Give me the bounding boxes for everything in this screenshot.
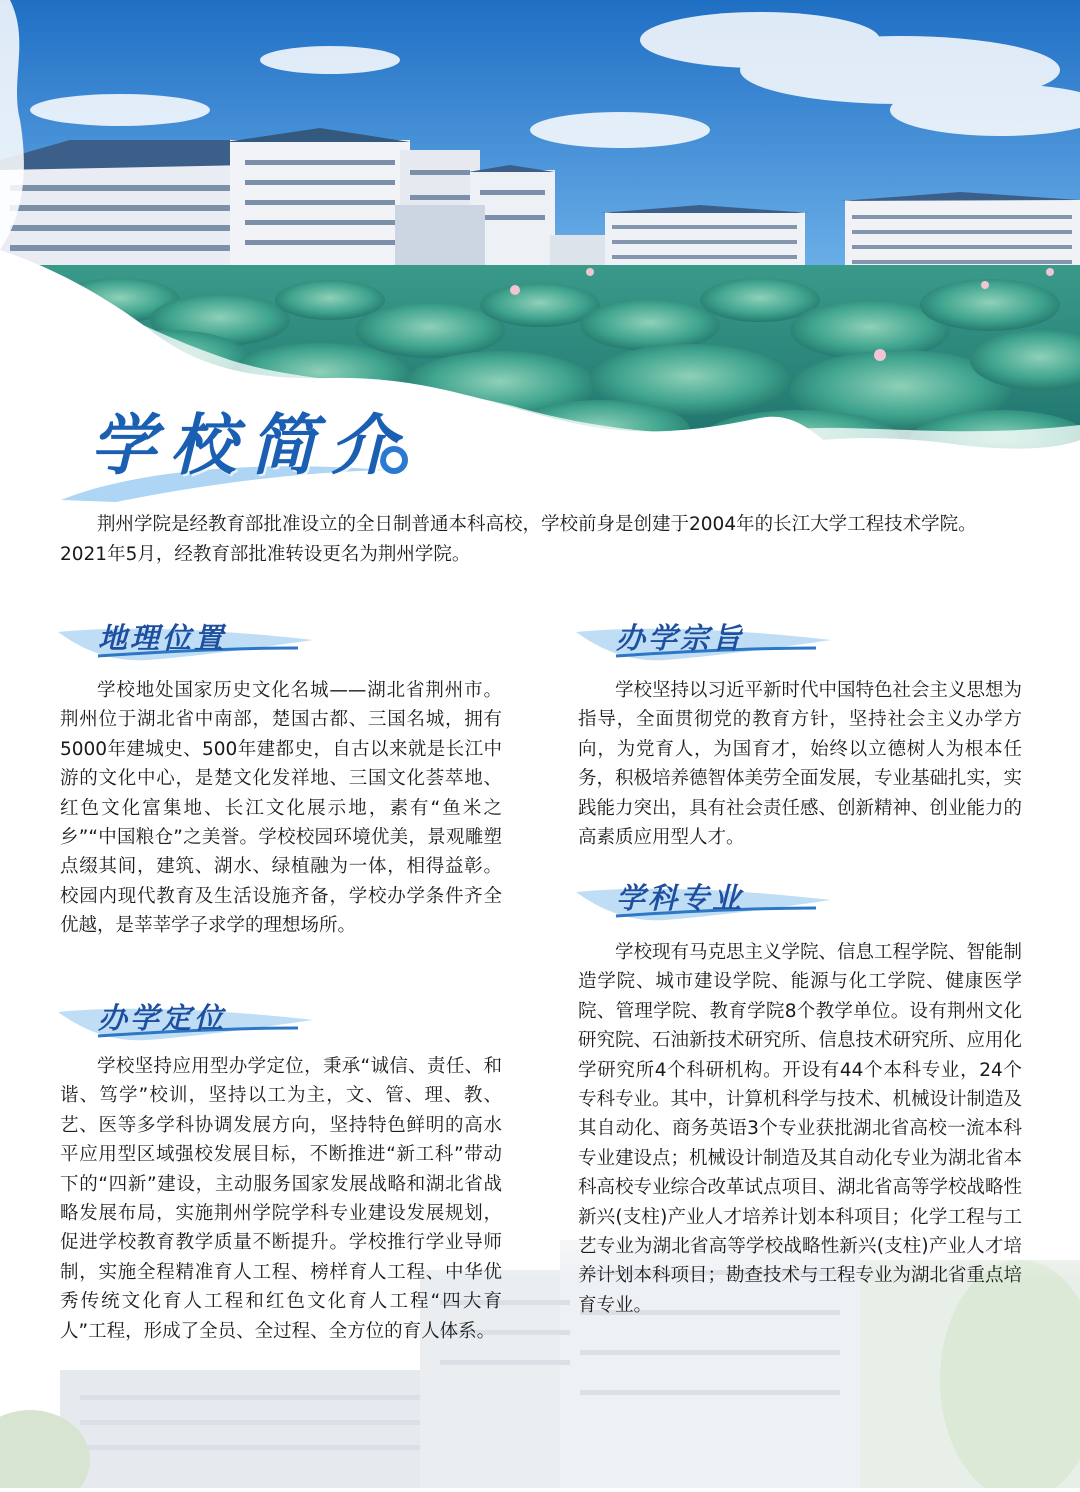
intro-paragraph: 荆州学院是经教育部批准设立的全日制普通本科高校，学校前身是创建于2004年的长江大学工程技术学院。2021年5月，经教育部批准转设更名为荆州学院。 [60, 514, 977, 565]
location-paragraph: 学校地处国家历史文化名城——湖北省荆州市。荆州位于湖北省中南部，楚国古都、三国名城，拥有5000年建城史、500年建都史，自古以来就是长江中游的文化中心，是楚文化发祥地、三国文化荟萃地、红色文化富集地、长江文化展示地，素有“鱼米之乡”“中国粮仓”之美誉。学校校园环境优美，景观雕塑点缀其间，建筑、湖水、绿植融为一体，相得益彰。校园内现代教育及生活设施齐备，学校办学条件齐全优越，是莘莘学子求学的理想场所。 [60, 680, 502, 937]
section-heading-label: 地理位置 [98, 621, 227, 655]
section-heading-positioning [58, 994, 318, 1054]
disciplines-paragraph: 学校现有马克思主义学院、信息工程学院、智能制造学院、城市建设学院、能源与化工学院、健康医学院、管理学院、教育学院8个教学单位。设有荆州文化研究院、石油新技术研究所、信息技术研究所、应用化学研究所4个科研机构。开设有44个本科专业，24个专科专业。其中，计算机科学与技术、机械设计制造及其自动化、商务英语3个专业获批湖北省高校一流本科专业建设点；机械设计制造及其自动化专业为湖北省本科高校专业综合改革试点项目、湖北省高等学校战略性新兴(支柱)产业人才培养计划本科项目；化学工程与工艺专业为湖北省高等学校战略性新兴(支柱)产业人才培养计划本科项目；勘查技术与工程专业为湖北省重点培育专业。 [578, 942, 1023, 1316]
positioning-paragraph: 学校坚持应用型办学定位，秉承“诚信、责任、和谐、笃学”校训，坚持以工为主，文、管、理、教、艺、医等多学科协调发展方向，坚持特色鲜明的高水平应用型区域强校发展目标，不断推进“新工科”带动下的“四新”建设，主动服务国家发展战略和湖北省战略发展布局，实施荆州学院学科专业建设发展规划，促进学校教育教学质量不断提升。学校推行学业导师制，实施全程精准育人工程、榜样育人工程、中华优秀传统文化育人工程和红色文化育人工程“四大育人”工程，形成了全员、全过程、全方位的育人体系。 [60, 1056, 502, 1342]
purpose-paragraph: 学校坚持以习近平新时代中国特色社会主义思想为指导，全面贯彻党的教育方针，坚持社会主义办学方向，为党育人，为国育才，始终以立德树人为根本任务，积极培养德智体美劳全面发展，专业基础扎实，实践能力突出，具有社会责任感、创新精神、创业能力的高素质应用型人才。 [578, 680, 1023, 849]
section-heading-purpose [576, 614, 836, 674]
section-heading-label: 学科专业 [616, 881, 745, 915]
section-heading-location [58, 614, 318, 674]
section-heading-label: 办学宗旨 [616, 621, 745, 655]
section-heading-disciplines [576, 874, 836, 934]
section-heading-label: 办学定位 [98, 1001, 227, 1035]
page-title: 学校简介 [90, 406, 410, 484]
